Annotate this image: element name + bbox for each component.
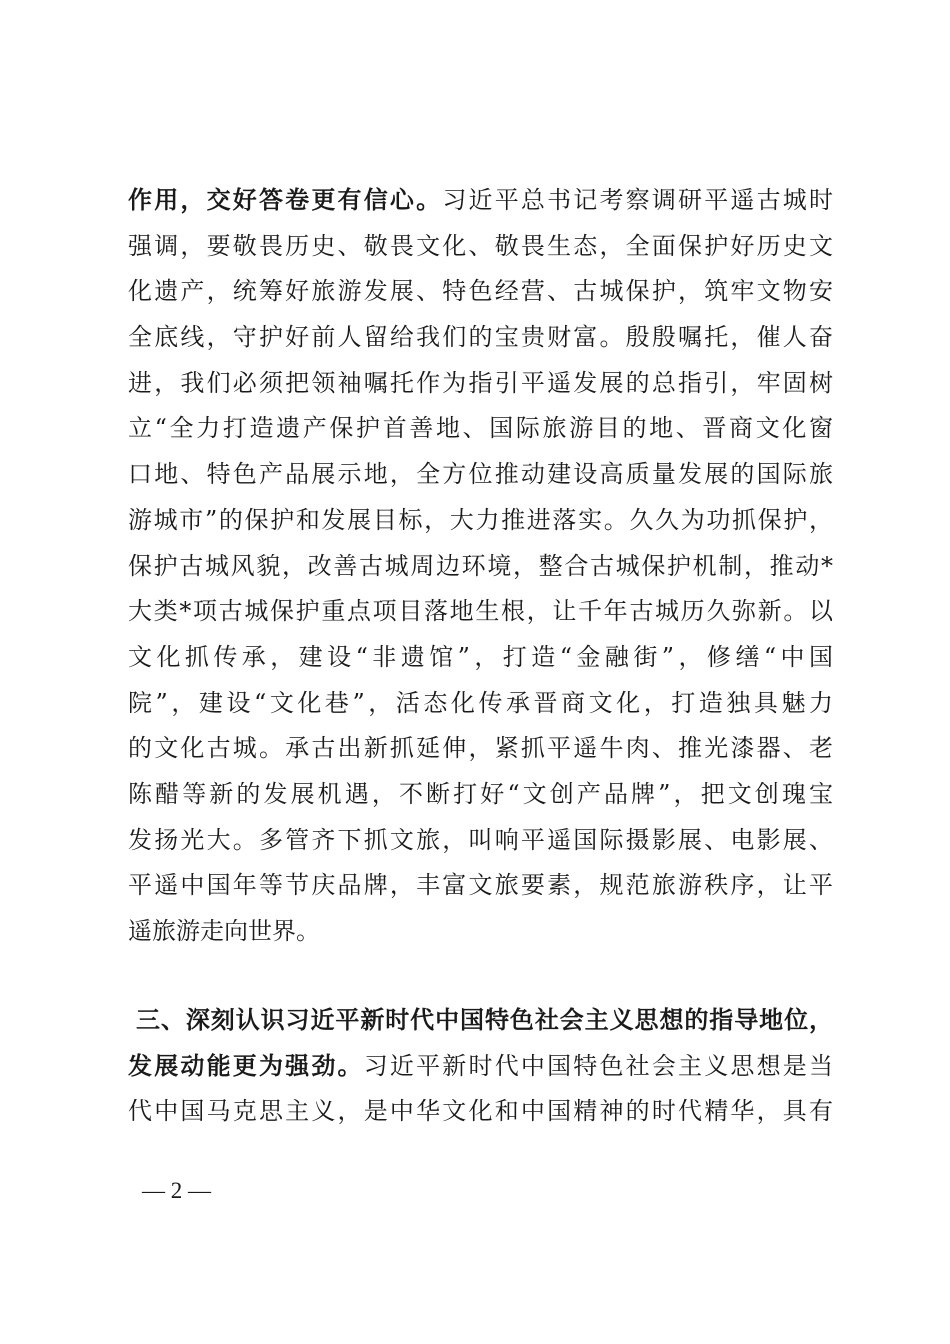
paragraph-line: 的文化古城。承古出新抓延伸，紧抓平遥牛肉、推光漆器、老: [128, 734, 833, 763]
line-text: 习近平总书记考察调研平遥古城时: [442, 186, 834, 214]
page-number: — 2 —: [142, 1178, 211, 1203]
paragraph-line: 代中国马克思主义，是中华文化和中国精神的时代精华，具有: [128, 1097, 833, 1126]
paragraph-line: 发扬光大。多管齐下抓文旅，叫响平遥国际摄影展、电影展、: [128, 825, 833, 854]
paragraph-line: 立“全力打造遗产保护首善地、国际旅游目的地、晋商文化窗: [128, 414, 833, 443]
body-paragraph-2: [128, 998, 833, 1135]
bold-lead-text: 作用，交好答卷更有信心。: [128, 186, 443, 214]
paragraph-line: 遥旅游走向世界。: [128, 917, 320, 945]
paragraph-line: 进，我们必须把领袖嘱托作为指引平遥发展的总指引，牢固树: [128, 368, 833, 397]
paragraph-line: 文化抓传承，建设“非遗馆”，打造“金融街”，修缮“中国: [128, 642, 833, 671]
line-text: 习近平新时代中国特色社会主义思想是当: [363, 1051, 834, 1080]
paragraph-line: 口地、特色产品展示地，全方位推动建设高质量发展的国际旅: [128, 460, 833, 489]
paragraph-line: 保护古城风貌，改善古城周边环境，整合古城保护机制，推动*: [128, 551, 833, 580]
paragraph-line: 游城市”的保护和发展目标，大力推进落实。久久为功抓保护，: [128, 505, 833, 534]
paragraph-line: 陈醋等新的发展机遇，不断打好“文创产品牌”，把文创瑰宝: [128, 779, 833, 808]
paragraph-line: 全底线，守护好前人留给我们的宝贵财富。殷殷嘱托，催人奋: [128, 323, 833, 352]
paragraph-line: 平遥中国年等节庆品牌，丰富文旅要素，规范旅游秩序，让平: [128, 871, 833, 900]
paragraph-line: 强调，要敬畏历史、敬畏文化、敬畏生态，全面保护好历史文: [128, 231, 833, 260]
body-paragraph-1: [128, 178, 833, 955]
paragraph-line: 院”，建设“文化巷”，活态化传承晋商文化，打造独具魅力: [128, 688, 833, 717]
paragraph-line: [128, 1044, 833, 1090]
paragraph-line: 大类*项古城保护重点项目落地生根，让千年古城历久弥新。以: [128, 597, 833, 626]
section-heading: 三、深刻认识习近平新时代中国特色社会主义思想的指导地位，: [136, 1006, 833, 1034]
paragraph-line: 化遗产，统筹好旅游发展、特色经营、古城保护，筑牢文物安: [128, 277, 833, 306]
bold-lead-text: 发展动能更为强劲。: [128, 1051, 364, 1080]
paragraph-line: [128, 178, 833, 224]
